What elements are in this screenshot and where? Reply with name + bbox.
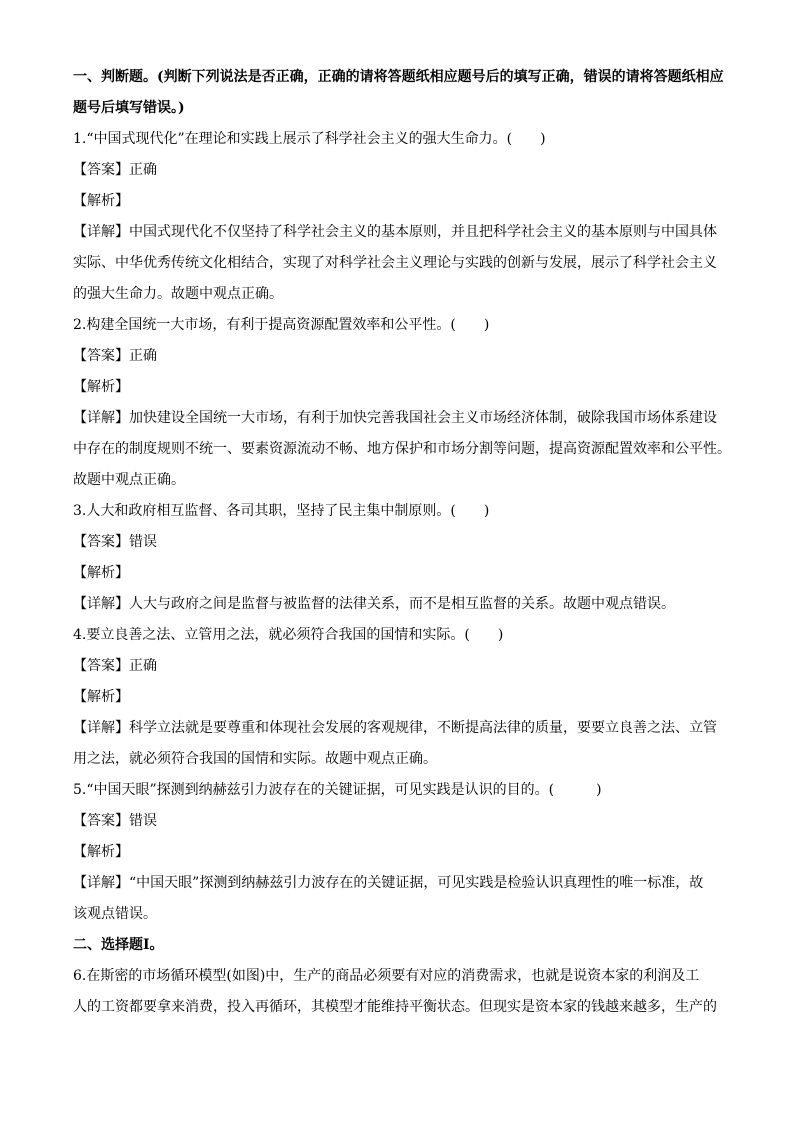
detail-line: 实际、中华优秀传统文化相结合，实现了对科学社会主义理论与实践的创新与发展，展示了科学社会主义 bbox=[73, 255, 717, 271]
question-6-line: 人的工资都要拿来消费，投入再循环，其模型才能维持平衡状态。但现实是资本家的钱越来越多，生产的 bbox=[73, 999, 717, 1015]
detail-line: 故题中观点正确。 bbox=[73, 472, 185, 488]
answer-value: 错误 bbox=[129, 813, 157, 829]
detail-line: 【详解】加快建设全国统一大市场，有利于加快完善我国社会主义市场经济体制，破除我国市场体系建设 bbox=[73, 410, 717, 426]
detail-line: 的强大生命力。故题中观点正确。 bbox=[73, 286, 283, 302]
section1-heading-line1: 一、判断题。(判断下列说法是否正确，正确的请将答题纸相应题号后的填写正确，错误的请将答题纸相应 bbox=[73, 69, 724, 85]
analysis-tag: 【解析】 bbox=[73, 844, 129, 860]
answer-value: 正确 bbox=[129, 348, 157, 364]
answer-tag: 【答案】 bbox=[73, 534, 129, 550]
answer-line bbox=[73, 155, 733, 186]
question-stem: 2.构建全国统一大市场，有利于提高资源配置效率和公平性。( ) bbox=[73, 317, 490, 333]
answer-line bbox=[73, 341, 733, 372]
answer-line bbox=[73, 527, 733, 558]
question-6-line: 6.在斯密的市场循环模型(如图)中，生产的商品必须要有对应的消费需求，也就是说资本家的利润及工 bbox=[73, 968, 700, 984]
question-1 bbox=[73, 124, 733, 310]
detail-line: 中存在的制度规则不统一、要素资源流动不畅、地方保护和市场分割等问题，提高资源配置效率和公平性。 bbox=[73, 441, 731, 457]
answer-value: 正确 bbox=[129, 658, 157, 674]
analysis-tag: 【解析】 bbox=[73, 689, 129, 705]
answer-tag: 【答案】 bbox=[73, 813, 129, 829]
question-stem: 5.“中国天眼”探测到纳赫兹引力波存在的关键证据，可见实践是认识的目的。( ) bbox=[73, 782, 602, 798]
analysis-tag: 【解析】 bbox=[73, 379, 129, 395]
detail-line: 【详解】“中国天眼”探测到纳赫兹引力波存在的关键证据，可见实践是检验认识真理性的唯一标准，故 bbox=[73, 875, 704, 891]
document-page bbox=[73, 62, 733, 1023]
answer-value: 错误 bbox=[129, 534, 157, 550]
answer-tag: 【答案】 bbox=[73, 658, 129, 674]
question-stem: 4.要立良善之法、立管用之法，就必须符合我国的国情和实际。( ) bbox=[73, 627, 504, 643]
analysis-tag: 【解析】 bbox=[73, 193, 129, 209]
question-3 bbox=[73, 496, 733, 620]
detail-line: 该观点错误。 bbox=[73, 906, 157, 922]
analysis-tag: 【解析】 bbox=[73, 565, 129, 581]
detail-line: 用之法，就必须符合我国的国情和实际。故题中观点正确。 bbox=[73, 751, 437, 767]
answer-value: 正确 bbox=[129, 162, 157, 178]
section1-heading-line2: 题号后填写错误。) bbox=[73, 100, 185, 116]
answer-tag: 【答案】 bbox=[73, 162, 129, 178]
section2-heading: 二、选择题Ⅰ。 bbox=[73, 937, 164, 953]
detail-line: 【详解】人大与政府之间是监督与被监督的法律关系，而不是相互监督的关系。故题中观点错误。 bbox=[73, 596, 675, 612]
question-stem: 3.人大和政府相互监督、各司其职，坚持了民主集中制原则。( ) bbox=[73, 503, 490, 519]
answer-line bbox=[73, 651, 733, 682]
question-2 bbox=[73, 310, 733, 496]
answer-line bbox=[73, 806, 733, 837]
detail-line: 【详解】中国式现代化不仅坚持了科学社会主义的基本原则，并且把科学社会主义的基本原则与中国具体 bbox=[73, 224, 717, 240]
question-4 bbox=[73, 620, 733, 775]
question-stem: 1.“中国式现代化”在理论和实践上展示了科学社会主义的强大生命力。( ) bbox=[73, 131, 546, 147]
answer-tag: 【答案】 bbox=[73, 348, 129, 364]
question-5 bbox=[73, 775, 733, 930]
detail-line: 【详解】科学立法就是要尊重和体现社会发展的客观规律，不断提高法律的质量，要要立良善之法、立管 bbox=[73, 720, 717, 736]
